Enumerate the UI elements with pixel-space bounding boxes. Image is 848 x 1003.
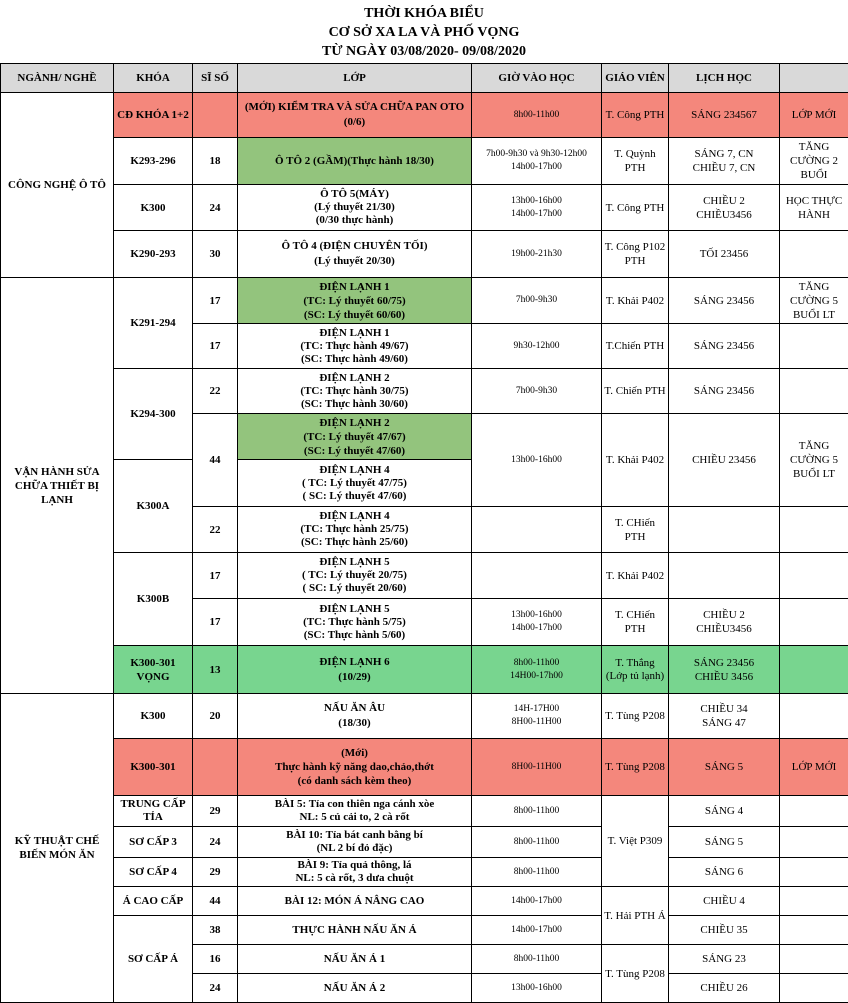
lop-line: (SC: Lý thuyết 60/60) [240,308,469,322]
lich-cell: SÁNG 6 [669,858,780,887]
gio-cell: 7h00-9h30 [472,369,602,414]
gio-line: 7h00-9h30 và 9h30-12h00 [474,148,599,161]
lich-cell [669,646,780,694]
giaovien-cell: T.Chiến PTH [602,324,669,369]
lop-line: NL: 5 củ cải to, 2 cà rốt [240,811,469,824]
note-cell [780,324,848,369]
table-row [1,796,848,827]
khoa-cell: TRUNG CẤP TỈA [114,796,193,827]
lop-cell [238,599,472,646]
lich-line: CHIỀU3456 [671,622,777,636]
gio-line: 8h00-11h00 [474,657,599,670]
khoa-cell: K291-294 [114,278,193,369]
gio-line: 14h00-17h00 [474,622,599,635]
table-row [1,694,848,739]
siso-cell: 44 [193,414,238,507]
gio-line: 8H00-11H00 [474,716,599,729]
header-khoa: KHÓA [114,64,193,93]
lop-line: (TC: Lý thuyết 60/75) [240,294,469,308]
lich-cell [669,694,780,739]
lich-cell [669,507,780,553]
gio-line: 13h00-16h00 [474,195,599,208]
lop-cell [238,93,472,138]
table-row [1,231,848,278]
lop-line: (TC: Thực hành 5/75) [240,616,469,629]
lich-line: SÁNG 7, CN [671,147,777,161]
note-cell: TĂNG CƯỜNG 5 BUỔI LT [780,414,848,507]
siso-cell: 29 [193,858,238,887]
khoa-cell: K300 [114,185,193,231]
gio-line: 13h00-16h00 [474,609,599,622]
note-cell [780,553,848,599]
header-nganh: NGÀNH/ NGHỀ [1,64,114,93]
note-cell [780,796,848,827]
gio-line: 14H00-17h00 [474,670,599,683]
lich-cell: SÁNG 234567 [669,93,780,138]
lop-cell [238,694,472,739]
title-line-1: THỜI KHÓA BIỂU [0,4,848,23]
giaovien-cell: T. Hải PTH Á [602,887,669,945]
siso-cell: 38 [193,916,238,945]
gio-line: 14h00-17h00 [474,161,599,174]
khoa-cell: SƠ CẤP Á [114,916,193,1003]
lop-line: (SC: Thực hành 49/60) [240,353,469,366]
giaovien-cell: T. Khải P402 [602,553,669,599]
lop-line: BÀI 10: Tỉa bát canh bằng bí [240,829,469,842]
siso-cell: 13 [193,646,238,694]
table-row [1,739,848,796]
note-cell: LỚP MỚI [780,93,848,138]
lich-line: CHIỀU 2 [671,194,777,208]
lop-line: (Lý thuyết 21/30) [240,201,469,214]
schedule-title-block [0,0,848,63]
gio-cell [472,694,602,739]
giaovien-cell: T. CHiến PTH [602,507,669,553]
gio-cell: 14h00-17h00 [472,887,602,916]
siso-cell [193,93,238,138]
lich-line: CHIỀU 7, CN [671,161,777,175]
lop-line: ( TC: Lý thuyết 20/75) [240,569,469,582]
siso-cell: 24 [193,974,238,1003]
nganh-cell: KỸ THUẬT CHẾ BIẾN MÓN ĂN [1,694,114,1003]
lop-cell [238,858,472,887]
note-cell: TĂNG CƯỜNG 5 BUỔI LT [780,278,848,324]
gio-line: 14H-17H00 [474,703,599,716]
gio-line: 14h00-17h00 [474,208,599,221]
lop-cell: BÀI 12: MÓN Á NÂNG CAO [238,887,472,916]
khoa-cell: K294-300 [114,369,193,460]
lop-line: Thực hành kỹ năng dao,chảo,thớt [240,760,469,774]
siso-cell: 30 [193,231,238,278]
siso-cell: 44 [193,887,238,916]
header-giaovien: GIÁO VIÊN [602,64,669,93]
lop-line: (18/30) [240,716,469,731]
siso-cell: 29 [193,796,238,827]
lich-cell: CHIỀU 23456 [669,414,780,507]
siso-cell: 18 [193,138,238,185]
lop-line: (0/30 thực hành) [240,214,469,227]
gio-cell: 8H00-11H00 [472,739,602,796]
lop-cell: THỰC HÀNH NẤU ĂN Á [238,916,472,945]
siso-cell: 22 [193,369,238,414]
lop-line: BÀI 9: Tỉa quả thông, lá [240,859,469,872]
lop-line: NẤU ĂN ÂU [240,701,469,716]
table-row [1,138,848,185]
lich-line: SÁNG 23456 [671,656,777,670]
lop-line: ( TC: Lý thuyết 47/75) [240,477,469,490]
lich-line: CHIỀU 34 [671,702,777,716]
table-row [1,887,848,916]
schedule-table [0,63,848,1003]
lop-cell: NẤU ĂN Á 1 [238,945,472,974]
lop-line: (0/6) [240,115,469,130]
lop-cell [238,553,472,599]
lop-cell [238,796,472,827]
gio-cell [472,599,602,646]
note-cell: HỌC THỰC HÀNH [780,185,848,231]
lop-cell [238,185,472,231]
lop-cell [238,460,472,507]
lop-line: (10/29) [240,670,469,685]
nganh-cell: CÔNG NGHỆ Ô TÔ [1,93,114,278]
siso-cell: 17 [193,553,238,599]
note-cell: LỚP MỚI [780,739,848,796]
giaovien-cell: T. Khải P402 [602,278,669,324]
lop-line: ĐIỆN LẠNH 2 [240,416,469,430]
header-lop: LỚP [238,64,472,93]
siso-cell: 22 [193,507,238,553]
lop-cell: NẤU ĂN Á 2 [238,974,472,1003]
table-row [1,553,848,599]
lich-cell: SÁNG 5 [669,827,780,858]
siso-cell: 17 [193,324,238,369]
lop-line: ĐIỆN LẠNH 5 [240,603,469,616]
note-cell [780,599,848,646]
lop-line: ĐIỆN LẠNH 4 [240,510,469,523]
giaovien-cell: T. Thắng (Lớp tủ lạnh) [602,646,669,694]
table-row [1,827,848,858]
table-row [1,858,848,887]
khoa-cell: CĐ KHÓA 1+2 [114,93,193,138]
lich-cell [669,553,780,599]
note-cell [780,369,848,414]
lich-cell: SÁNG 23456 [669,278,780,324]
lich-cell: SÁNG 23 [669,945,780,974]
khoa-cell: K290-293 [114,231,193,278]
lich-cell [669,599,780,646]
lop-line: ( SC: Lý thuyết 20/60) [240,582,469,595]
khoa-cell: Á CAO CẤP [114,887,193,916]
lop-cell [238,231,472,278]
gio-cell: 19h00-21h30 [472,231,602,278]
giaovien-cell: T. Tùng P208 [602,739,669,796]
lop-cell [238,507,472,553]
giaovien-cell: T. CHiến PTH [602,599,669,646]
lop-line: ĐIỆN LẠNH 5 [240,556,469,569]
lop-cell [238,278,472,324]
note-cell [780,858,848,887]
lop-cell [238,414,472,460]
gio-cell: 13h00-16h00 [472,414,602,507]
lich-cell [669,138,780,185]
note-cell: TĂNG CƯỜNG 2 BUỔI [780,138,848,185]
lich-line: CHIỀU 3456 [671,670,777,684]
lop-line: NL: 5 cà rốt, 3 dưa chuột [240,872,469,885]
note-cell [780,646,848,694]
note-cell [780,827,848,858]
lop-line: (SC: Thực hành 5/60) [240,629,469,642]
lich-cell [669,185,780,231]
lop-line: (MỚI) KIỂM TRA VÀ SỬA CHỮA PAN OTO [240,100,469,115]
siso-cell: 16 [193,945,238,974]
gio-cell: 8h00-11h00 [472,796,602,827]
header-lich: LỊCH HỌC [669,64,780,93]
gio-cell: 7h00-9h30 [472,278,602,324]
lich-cell: CHIỀU 4 [669,887,780,916]
note-cell [780,887,848,916]
lich-cell: SÁNG 5 [669,739,780,796]
table-row [1,369,848,414]
note-cell [780,507,848,553]
lich-cell: SÁNG 4 [669,796,780,827]
gio-cell [472,507,602,553]
gio-cell [472,138,602,185]
lop-line: (TC: Thực hành 30/75) [240,385,469,398]
lich-line: CHIỀU3456 [671,208,777,222]
lop-line: (có danh sách kèm theo) [240,774,469,788]
note-cell [780,945,848,974]
gio-cell [472,646,602,694]
lich-cell: CHIỀU 35 [669,916,780,945]
lop-cell: Ô TÔ 2 (GẦM)(Thực hành 18/30) [238,138,472,185]
lich-line: CHIỀU 2 [671,608,777,622]
header-siso: SĨ SỐ [193,64,238,93]
giaovien-cell: T. Quỳnh PTH [602,138,669,185]
khoa-cell: SƠ CẤP 3 [114,827,193,858]
lop-line: Ô TÔ 5(MÁY) [240,188,469,201]
siso-cell: 24 [193,827,238,858]
gio-cell: 14h00-17h00 [472,916,602,945]
lop-line: ĐIỆN LẠNH 1 [240,327,469,340]
lop-line: ĐIỆN LẠNH 1 [240,280,469,294]
lich-cell: TỐI 23456 [669,231,780,278]
khoa-cell: K293-296 [114,138,193,185]
table-row [1,646,848,694]
gio-cell [472,553,602,599]
lop-cell [238,324,472,369]
note-cell [780,916,848,945]
giaovien-cell: T. Công PTH [602,93,669,138]
khoa-cell: K300A [114,460,193,553]
table-row [1,185,848,231]
lop-line: (NL 2 bí đỏ đặc) [240,842,469,855]
siso-cell: 17 [193,599,238,646]
siso-cell: 20 [193,694,238,739]
lop-cell [238,646,472,694]
siso-cell: 17 [193,278,238,324]
note-cell [780,974,848,1003]
khoa-cell: K300-301 VỌNG [114,646,193,694]
giaovien-cell: T. Khải P402 [602,414,669,507]
lop-line: ĐIỆN LẠNH 2 [240,372,469,385]
giaovien-cell: T. Tùng P208 [602,945,669,1003]
lop-line: ĐIỆN LẠNH 4 [240,464,469,477]
lop-line: (SC: Thực hành 25/60) [240,536,469,549]
gio-cell: 8h00-11h00 [472,827,602,858]
lop-line: ĐIỆN LẠNH 6 [240,655,469,670]
table-row [1,93,848,138]
giaovien-cell: T. Chiến PTH [602,369,669,414]
gio-cell [472,185,602,231]
giaovien-cell: T. Tùng P208 [602,694,669,739]
lop-line: ( SC: Lý thuyết 47/60) [240,490,469,503]
lop-line: (TC: Thực hành 25/75) [240,523,469,536]
siso-cell [193,739,238,796]
table-row [1,916,848,945]
table-row [1,278,848,324]
header-row [1,64,848,93]
lop-cell [238,739,472,796]
khoa-cell: K300 [114,694,193,739]
lop-line: (TC: Lý thuyết 47/67) [240,430,469,444]
lich-line: SÁNG 47 [671,716,777,730]
giaovien-cell: T. Công P102 PTH [602,231,669,278]
title-line-3: TỪ NGÀY 03/08/2020- 09/08/2020 [0,42,848,61]
nganh-cell: VẬN HÀNH SỬA CHỮA THIẾT BỊ LẠNH [1,278,114,694]
gio-cell: 8h00-11h00 [472,858,602,887]
lich-cell: CHIỀU 26 [669,974,780,1003]
khoa-cell: K300B [114,553,193,646]
title-line-2: CƠ SỞ XA LA VÀ PHỐ VỌNG [0,23,848,42]
khoa-cell: K300-301 [114,739,193,796]
lop-line: BÀI 5: Tỉa con thiên nga cánh xòe [240,798,469,811]
header-note [780,64,848,93]
lop-line: (SC: Thực hành 30/60) [240,398,469,411]
lop-line: Ô TÔ 4 (ĐIỆN CHUYÊN TỐI) [240,239,469,254]
lop-line: (Mới) [240,746,469,760]
lop-cell [238,369,472,414]
gio-cell: 8h00-11h00 [472,945,602,974]
lop-line: (Lý thuyết 20/30) [240,254,469,269]
gio-cell: 8h00-11h00 [472,93,602,138]
gio-cell: 9h30-12h00 [472,324,602,369]
siso-cell: 24 [193,185,238,231]
khoa-cell: SƠ CẤP 4 [114,858,193,887]
note-cell [780,694,848,739]
lop-cell [238,827,472,858]
giaovien-cell: T. Công PTH [602,185,669,231]
giaovien-cell: T. Việt P309 [602,796,669,887]
lich-cell: SÁNG 23456 [669,369,780,414]
lop-line: (SC: Lý thuyết 47/60) [240,444,469,458]
gio-cell: 13h00-16h00 [472,974,602,1003]
header-gio: GIỜ VÀO HỌC [472,64,602,93]
note-cell [780,231,848,278]
lich-cell: SÁNG 23456 [669,324,780,369]
lop-line: (TC: Thực hành 49/67) [240,340,469,353]
